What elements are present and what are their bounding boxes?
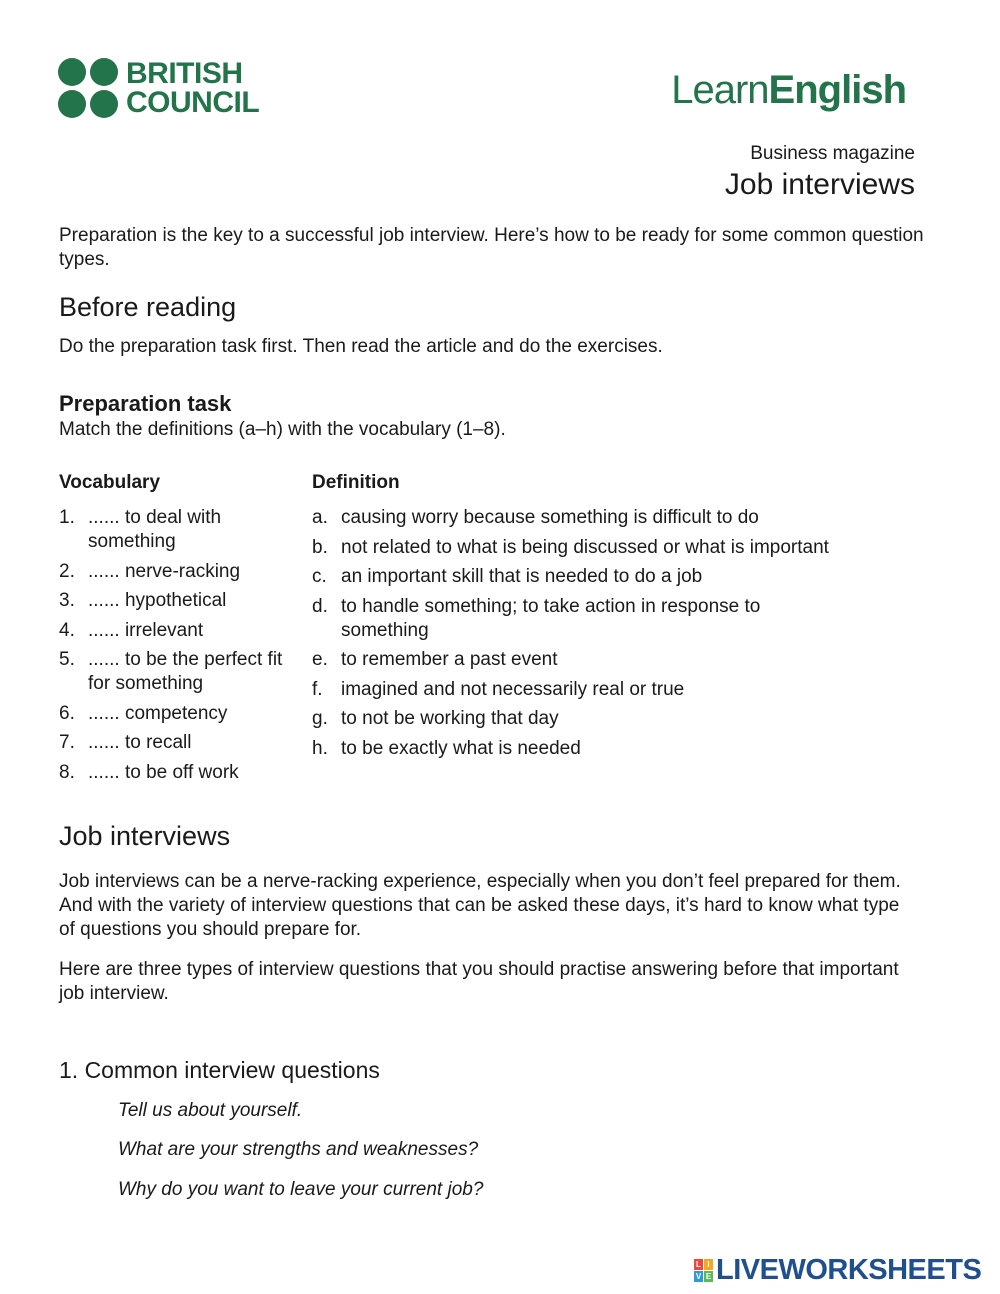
definition-item: d. to handle something; to take action in response to something	[312, 595, 761, 641]
document-title: Job interviews	[724, 168, 915, 201]
vocabulary-item: 3. ...... hypothetical	[59, 590, 227, 611]
definition-item: g. to not be working that day	[312, 708, 559, 729]
vocabulary-item: 8. ...... to be off work	[59, 761, 239, 783]
vocabulary-item: 6. ...... competency	[59, 702, 228, 724]
vocabulary-item: 7. ...... to recall	[59, 732, 192, 753]
vocabulary-item: 4. ...... irrelevant	[59, 619, 204, 641]
liveworksheets-badge-icon: L I V E	[695, 1260, 712, 1281]
definition-heading: Definition	[312, 472, 400, 493]
learnenglish-logo	[671, 68, 906, 113]
british-council-wordmark: BRITISH COUNCIL	[126, 57, 260, 119]
before-reading-text: Do the preparation task first. Then read the article and do the exercises.	[59, 336, 663, 357]
definition-item: b. not related to what is being discussed or what is important	[312, 536, 829, 558]
question-item: Why do you want to leave your current job?	[118, 1179, 484, 1200]
definition-item: a. causing worry because something is difficult to do	[312, 507, 759, 528]
question-item: Tell us about yourself.	[118, 1100, 303, 1121]
preparation-task-instruction: Match the definitions (a–h) with the vocabulary (1–8).	[59, 419, 506, 440]
vocabulary-heading: Vocabulary	[59, 472, 161, 493]
definition-list	[312, 506, 912, 766]
british-council-logo	[58, 58, 259, 118]
intro-paragraph: Preparation is the key to a successful job interview. Here’s how to be ready for some common question types.	[59, 225, 924, 270]
article-paragraph-1: Job interviews can be a nerve-racking experience, especially when you don’t feel prepared for them. And with the variety of interview questions that can be asked these days, it’s hard to know what type of questions you should prepare for.	[59, 871, 901, 940]
definition-item: f. imagined and not necessarily real or true	[312, 678, 685, 700]
article-heading: Job interviews	[59, 821, 231, 851]
before-reading-heading: Before reading	[59, 292, 237, 322]
learnenglish-logo-light: Learn	[671, 68, 769, 112]
definition-item: h. to be exactly what is needed	[312, 737, 581, 759]
preparation-task-heading: Preparation task	[59, 391, 232, 416]
british-council-dots-icon	[58, 58, 118, 118]
learnenglish-logo-bold: English	[768, 68, 906, 112]
vocabulary-item: 5. ...... to be the perfect fit for something	[59, 649, 283, 694]
section-1-heading: 1. Common interview questions	[59, 1057, 380, 1083]
definition-item: c. an important skill that is needed to do a job	[312, 566, 703, 587]
vocabulary-list	[59, 506, 284, 790]
vocabulary-item: 2. ...... nerve-racking	[59, 560, 241, 582]
liveworksheets-wordmark: LIVEWORKSHEETS	[716, 1254, 982, 1286]
liveworksheets-logo	[694, 1254, 981, 1287]
definition-item: e. to remember a past event	[312, 649, 558, 670]
vocabulary-item: 1. ...... to deal with something	[59, 507, 222, 552]
magazine-label: Business magazine	[750, 143, 915, 164]
question-item: What are your strengths and weaknesses?	[118, 1139, 479, 1160]
article-paragraph-2: Here are three types of interview questions that you should practise answering before that important job interview.	[59, 959, 899, 1004]
